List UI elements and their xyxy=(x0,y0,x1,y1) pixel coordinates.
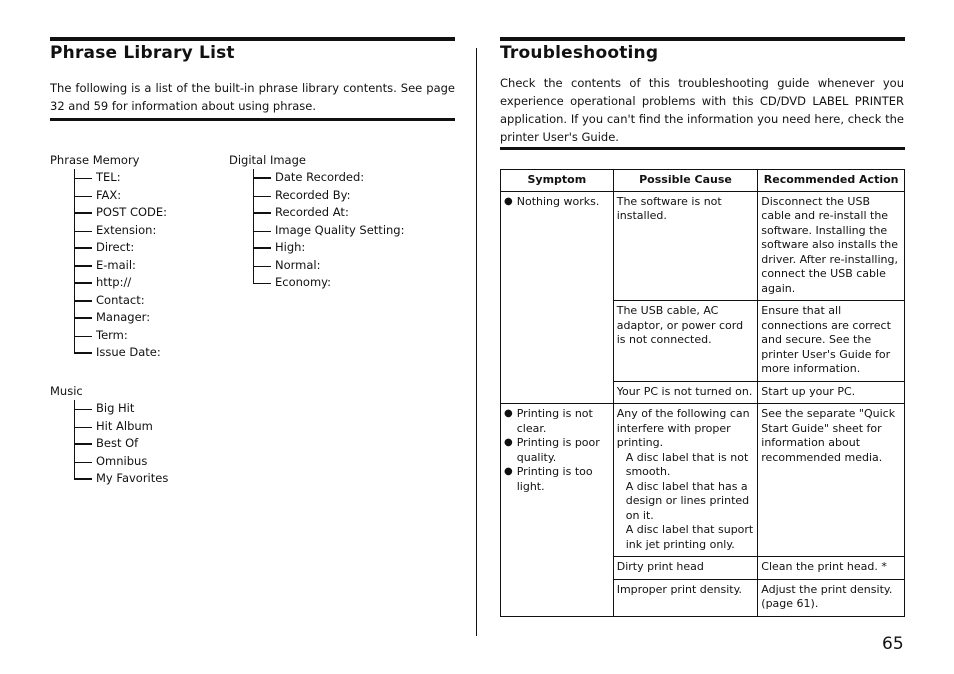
action-cell: See the separate "Quick Start Guide" sheet for information about recommended media. xyxy=(758,404,905,557)
cause-cell: The USB cable, AC adaptor, or power cord is not connected. xyxy=(613,301,758,382)
group-label-digital-image: Digital Image xyxy=(229,153,306,167)
tree-item: Date Recorded: xyxy=(275,170,365,184)
right-top-rule xyxy=(500,37,905,41)
group-label-music: Music xyxy=(50,384,83,398)
bullet-icon: ● xyxy=(504,408,513,419)
cause-cell: The software is not installed. xyxy=(613,191,758,301)
cause-cell: Improper print density. xyxy=(613,579,758,616)
column-divider xyxy=(476,48,477,636)
troubleshooting-title: Troubleshooting xyxy=(500,43,659,63)
table-row xyxy=(501,191,905,301)
tree-item: Issue Date: xyxy=(96,345,161,359)
action-cell: Disconnect the USB cable and re-install the software. Installing the software also installs the driver. After re-installing, connect the USB cable again. xyxy=(758,191,905,301)
tree-item: Normal: xyxy=(275,257,321,272)
tree-item: TEL: xyxy=(96,170,121,184)
tree-item: E-mail: xyxy=(96,257,136,272)
tree-item: High: xyxy=(275,240,306,254)
bullet-icon: ● xyxy=(504,195,513,207)
tree-item: Extension: xyxy=(96,222,157,237)
tree-item: Omnibus xyxy=(96,453,148,468)
right-intro-rule xyxy=(500,147,905,150)
action-cell: Start up your PC. xyxy=(758,381,905,404)
phrase-library-title: Phrase Library List xyxy=(50,43,235,63)
tree-item: Big Hit xyxy=(96,401,135,415)
table-row xyxy=(501,404,905,557)
tree-item: Manager: xyxy=(96,310,151,324)
header-symptom: Symptom xyxy=(501,170,614,192)
cause-cell: Any of the following can interfere with proper printing. A disc label that is not smooth. A disc label that has a design or lines printed on it. A disc label that suport ink jet printing only. xyxy=(613,404,758,557)
action-cell: Ensure that all connections are correct and secure. See the printer User's Guide for more information. xyxy=(758,301,905,382)
action-cell: Adjust the print density. (page 61). xyxy=(758,579,905,616)
tree-item: Direct: xyxy=(96,240,135,254)
cause-cell: Dirty print head xyxy=(613,557,758,580)
tree-item: My Favorites xyxy=(96,471,169,485)
group-label-phrase-memory: Phrase Memory xyxy=(50,153,140,167)
tree-item: FAX: xyxy=(96,187,122,202)
page-number: 65 xyxy=(882,634,904,654)
tree-item: Best Of xyxy=(96,436,139,450)
tree-item: POST CODE: xyxy=(96,205,168,219)
header-possible-cause: Possible Cause xyxy=(613,170,758,192)
left-intro-rule xyxy=(50,118,455,121)
tree-item: Recorded By: xyxy=(275,187,351,202)
tree-item: Term: xyxy=(96,327,128,342)
left-top-rule xyxy=(50,37,455,41)
bullet-icon: ● xyxy=(504,466,513,477)
troubleshooting-intro: Check the contents of this troubleshooting guide whenever you experience operational problems with this CD/DVD LABEL PRINTER application. If you can't find the information you need here, check the printer User's Guide. xyxy=(500,76,904,144)
header-recommended-action: Recommended Action xyxy=(758,170,905,192)
troubleshooting-table xyxy=(500,169,905,617)
tree-item: Economy: xyxy=(275,275,331,289)
symptom-cell: ● Printing is not clear. ● Printing is poor quality. ● Printing is too light. xyxy=(501,404,614,617)
symptom-cell: ● Nothing works. xyxy=(501,191,614,404)
tree-item: http:// xyxy=(96,275,132,289)
table-header-row xyxy=(501,170,905,192)
action-cell: Clean the print head. * xyxy=(758,557,905,580)
bullet-icon: ● xyxy=(504,437,513,448)
tree-item: Image Quality Setting: xyxy=(275,222,405,237)
tree-item: Contact: xyxy=(96,292,145,307)
cause-cell: Your PC is not turned on. xyxy=(613,381,758,404)
tree-item: Recorded At: xyxy=(275,205,349,219)
tree-item: Hit Album xyxy=(96,418,153,433)
phrase-library-intro: The following is a list of the built-in phrase library contents. See page 32 and 59 for information about using phrase. xyxy=(50,81,455,113)
